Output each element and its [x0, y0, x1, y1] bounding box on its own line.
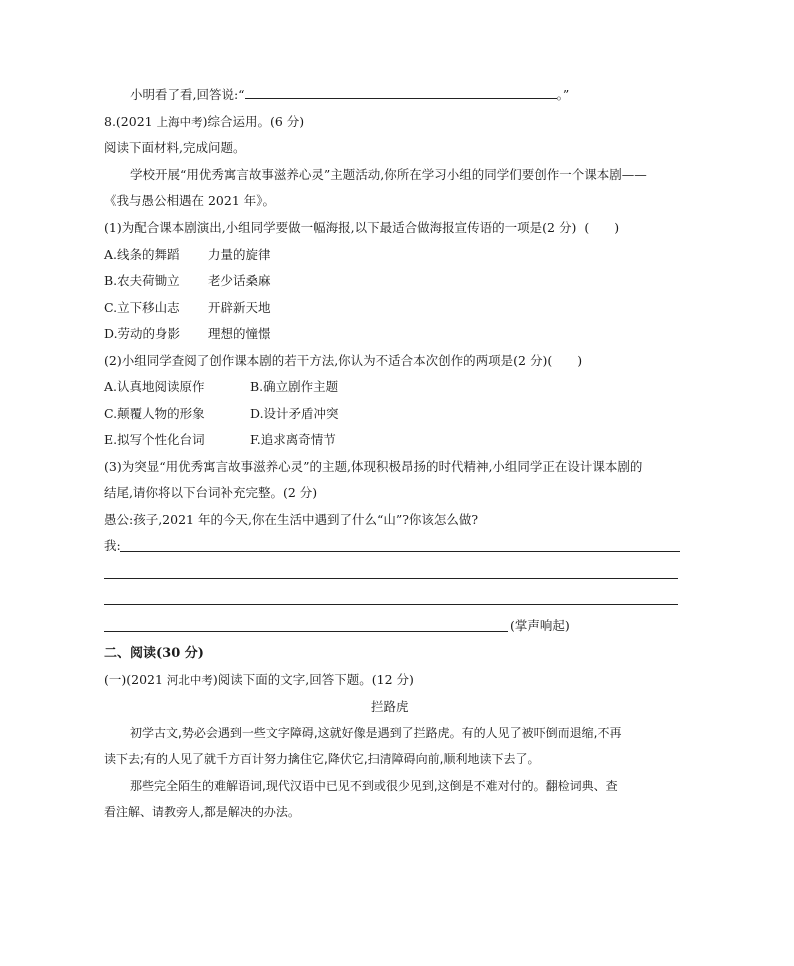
- q8-sub3-stem-line1: (3)为突显“用优秀寓言故事滋养心灵”的主题,体现积极昂扬的时代精神,小组同学正在设计课本剧的: [104, 459, 643, 474]
- q8-material-line2: 《我与愚公相遇在 2021 年》。: [104, 193, 276, 208]
- q8-instruction: 阅读下面材料,完成问题。: [104, 140, 246, 155]
- article-title: 拦路虎: [371, 699, 409, 714]
- answer-line-4[interactable]: [104, 631, 508, 632]
- q8-sub1-stem: (1)为配合课本剧演出,小组同学要做一幅海报,以下最适合做海报宣传语的一项是(2 分) ( ): [104, 220, 620, 235]
- article-para2-line2: 看注解、请教旁人,都是解决的办法。: [104, 805, 300, 819]
- q8-sub1-option-a[interactable]: A.线条的舞蹈 力量的旋律: [104, 247, 271, 262]
- answer-line-2[interactable]: [104, 578, 678, 579]
- q8-sub1-option-c[interactable]: C.立下移山志 开辟新天地: [104, 300, 271, 315]
- section-title: 二、阅读(30 分): [104, 646, 204, 661]
- answer-label: 我:: [104, 538, 121, 553]
- article-para2-line1: 那些完全陌生的难解语词,现代汉语中已见不到或很少见到,这倒是不难对付的。翻检词典、查: [130, 779, 618, 793]
- q8-sub2-stem: (2)小组同学查阅了创作课本剧的若干方法,你认为不适合本次创作的两项是(2 分)( ): [104, 353, 583, 368]
- part1-header: (一)(2021 河北中考)阅读下面的文字,回答下题。(12 分): [104, 672, 414, 687]
- q8-sub1-option-b[interactable]: B.农夫荷锄立 老少话桑麻: [104, 273, 271, 288]
- stage-direction: (掌声响起): [510, 618, 570, 633]
- q8-sub2-options-row3[interactable]: E.拟写个性化台词 F.追求离奇情节: [104, 432, 336, 447]
- answer-line-1[interactable]: [120, 551, 680, 552]
- q8-sub3-dialogue: 愚公:孩子,2021 年的今天,你在生活中遇到了什么“山”?你该怎么做?: [104, 512, 479, 527]
- q8-sub3-stem-line2: 结尾,请你将以下台词补充完整。(2 分): [104, 485, 318, 500]
- q8-header: 8.(2021 上海中考)综合运用。(6 分): [104, 114, 305, 129]
- q8-material-line1: 学校开展“用优秀寓言故事滋养心灵”主题活动,你所在学习小组的同学们要创作一个课本剧——: [130, 167, 647, 182]
- q8-sub1-option-d[interactable]: D.劳动的身影 理想的憧憬: [104, 326, 271, 341]
- article-para1-line2: 读下去;有的人见了就千方百计努力擒住它,降伏它,扫清障碍向前,顺利地读下去了。: [104, 752, 540, 766]
- q8-sub2-options-row2[interactable]: C.颠覆人物的形象 D.设计矛盾冲突: [104, 406, 339, 421]
- answer-line-3[interactable]: [104, 604, 678, 605]
- answer-bracket[interactable]: ( ): [584, 220, 620, 235]
- article-para1-line1: 初学古文,势必会遇到一些文字障碍,这就好像是遇到了拦路虎。有的人见了被吓倒而退缩,不再: [130, 726, 622, 740]
- answer-blank[interactable]: [245, 86, 557, 99]
- q8-sub2-options-row1[interactable]: A.认真地阅读原作 B.确立剧作主题: [104, 379, 339, 394]
- intro-line: 小明看了看,回答说:“ 。”: [130, 87, 570, 102]
